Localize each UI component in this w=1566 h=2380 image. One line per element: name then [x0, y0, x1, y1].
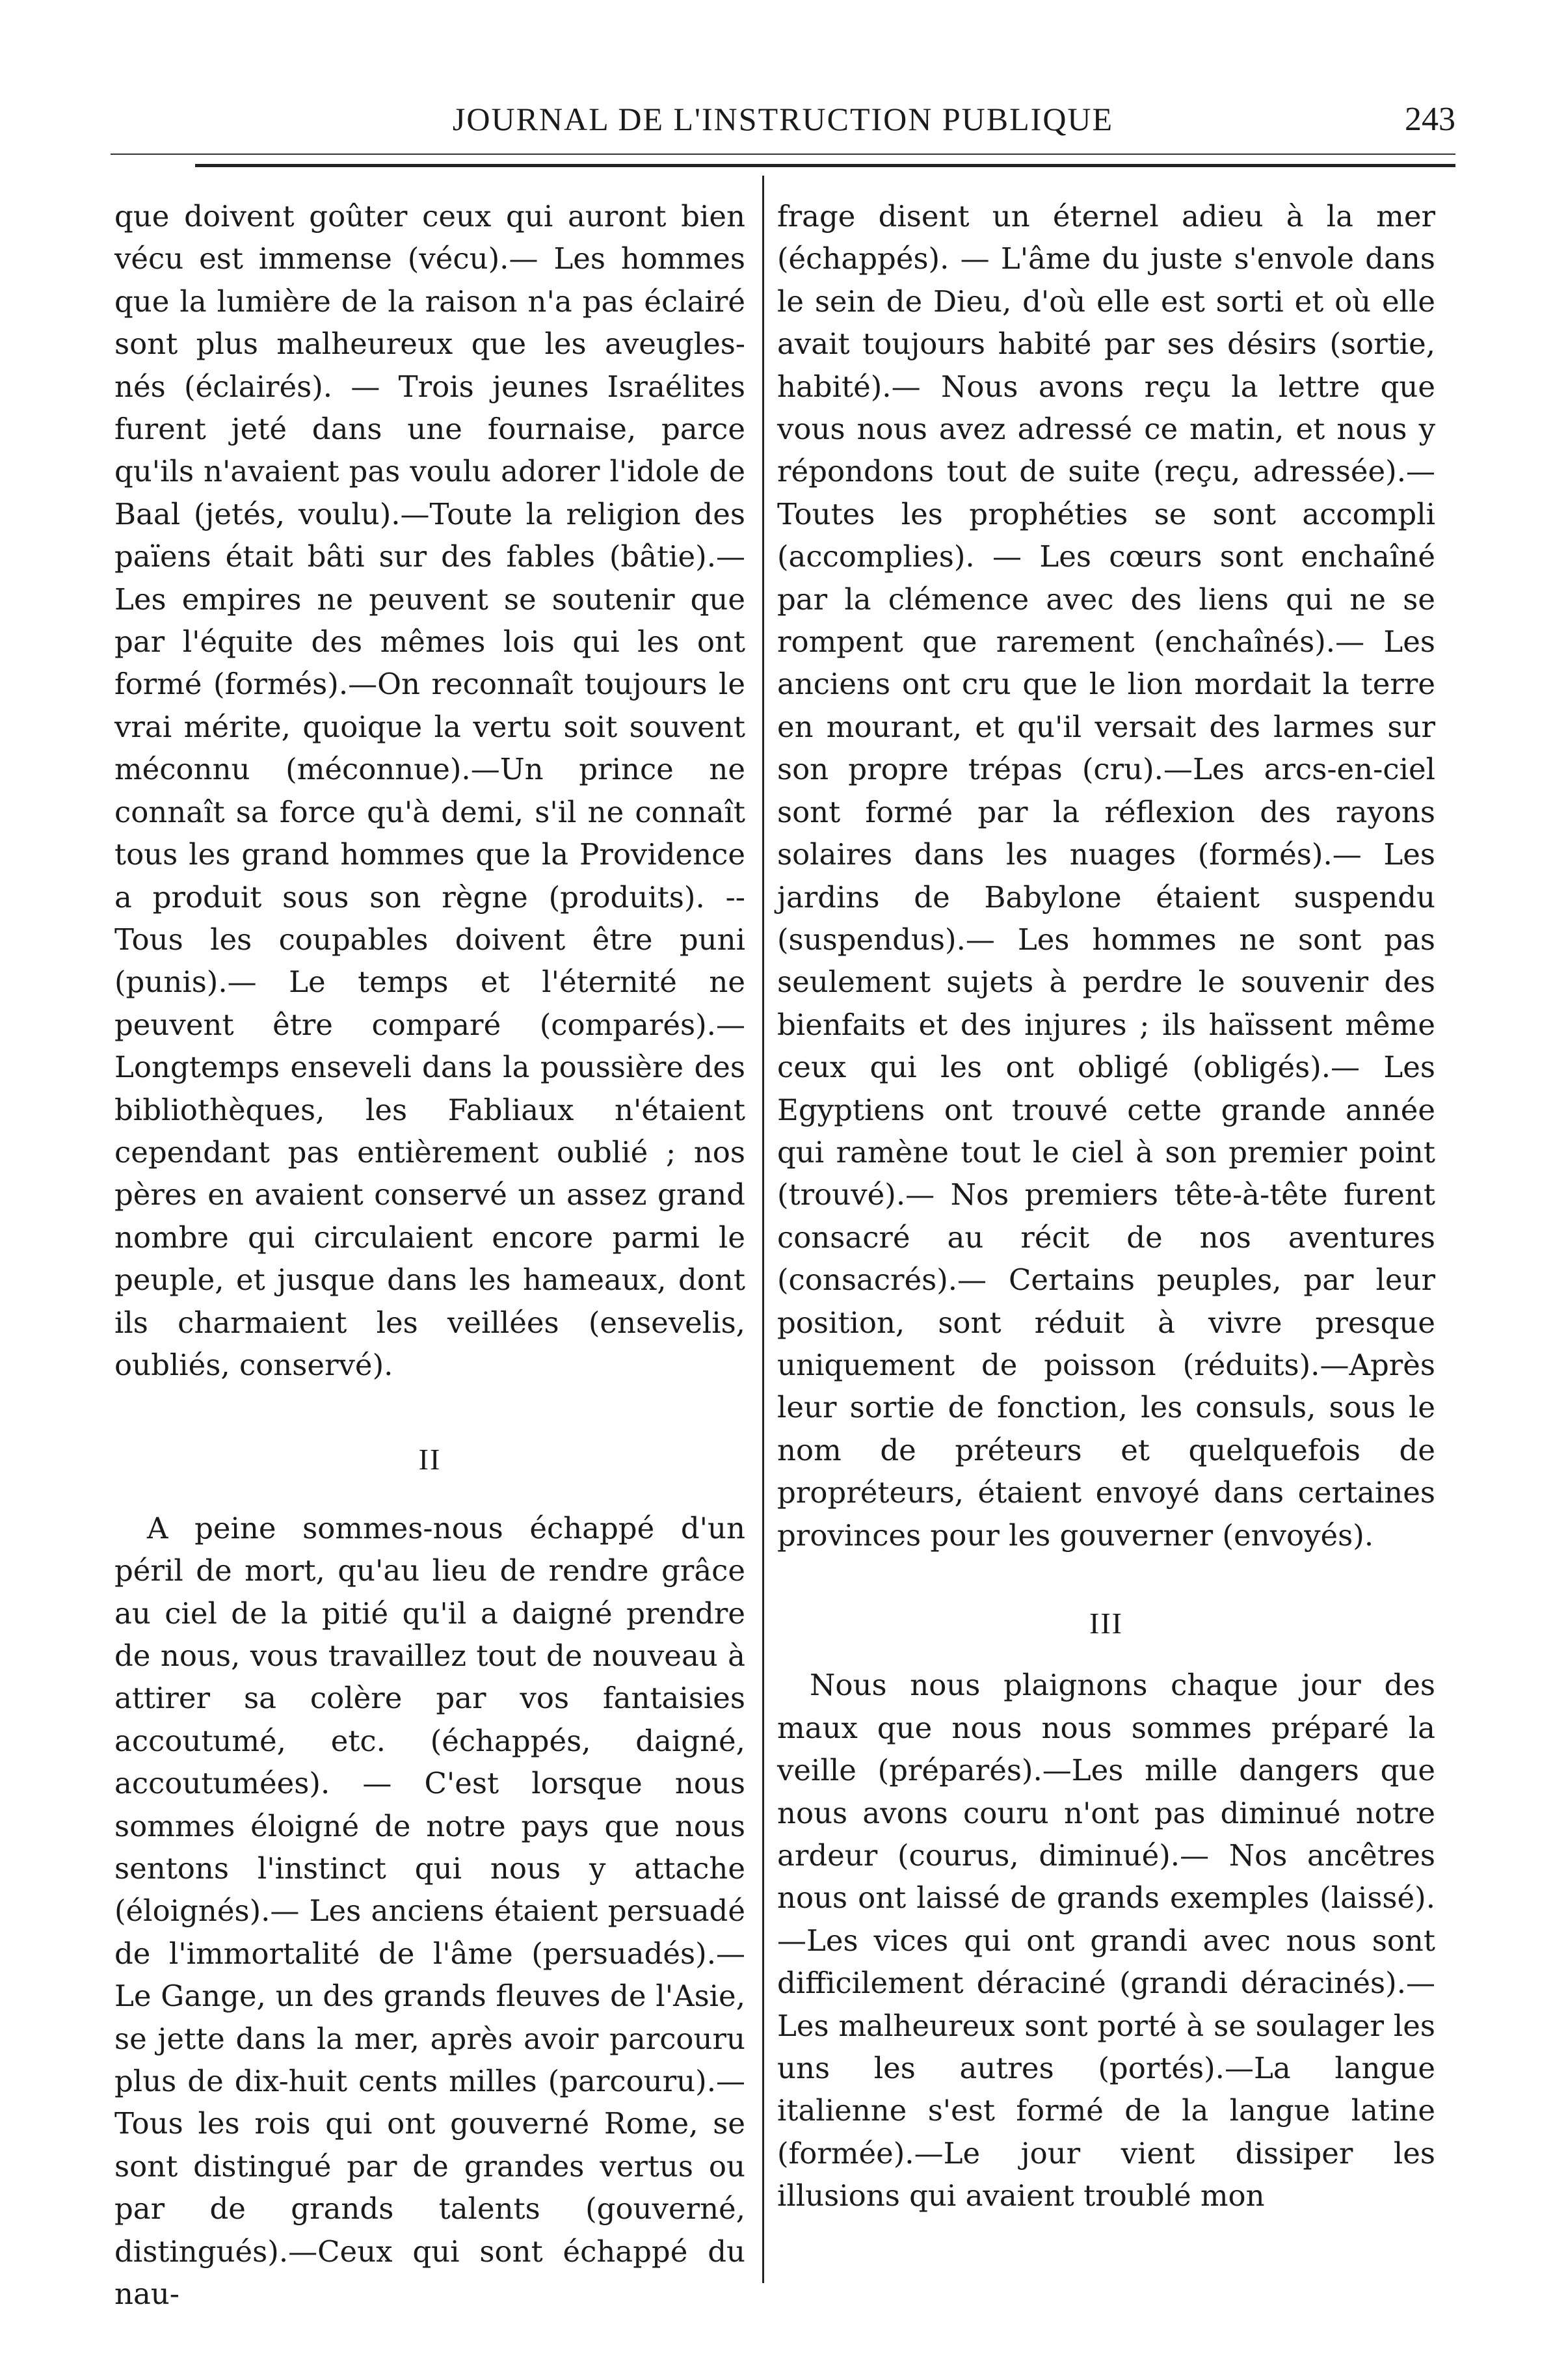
right-paragraph-1: frage disent un éternel adieu à la mer (échappés). — L'âme du juste s'envole dans le sein de Dieu, d'où elle est sorti et où elle avait toujours habité par ses désirs (sortie, habité).— Nous avons reçu la lettre que vous nous avez adressé ce matin, et nous y répondons tout de suite (reçu, adressée).—Toutes les prophéties se sont accompli (accomplies). — Les cœurs sont enchaîné par la clémence avec des liens qui ne se rompent que rarement (enchaînés).— Les anciens ont cru que le lion mordait la terre en mourant, et qu'il versait des larmes sur son propre trépas (cru).—Les arcs-en-ciel sont formé par la réflexion des rayons solaires dans les nuages (formés).— Les jardins de Babylone étaient suspendu (suspendus).— Les hommes ne sont pas seulement sujets à perdre le souvenir des bienfaits et des injures ; ils haïssent même ceux qui les ont obligé (obligés).— Les Egyptiens ont trouvé cette grande année qui ramène tout le ciel à son premier point (trouvé).— Nos premiers tête-à-tête furent consacré au récit de nos aventures (consacrés).— Certains peuples, par leur position, sont réduit à vivre presque uniquement de poisson (réduits).—Après leur sortie de fonction, les consuls, sous le nom de préteurs et quelquefois de propréteurs, étaient envoyé dans certaines provinces pour les gouverner (envoyés). — [777, 199, 1435, 1553]
page-number: 243 — [1405, 101, 1455, 138]
left-paragraph-1: que doivent goûter ceux qui auront bien vécu est immense (vécu).— Les hommes que la lumière de la raison n'a pas éclairé sont plus malheureux que les aveugles-nés (éclairés). — Trois jeunes Israélites furent jeté dans une fournaise, parce qu'ils n'avaient pas voulu adorer l'idole de Baal (jetés, voulu).—Toute la religion des païens était bâti sur des fables (bâtie).—Les empires ne peuvent se soutenir que par l'équite des mêmes lois qui les ont formé (formés).—On reconnaît toujours le vrai mérite, quoique la vertu soit souvent méconnu (méconnue).—Un prince ne connaît sa force qu'à demi, s'il ne connaît tous les grand hommes que la Providence a produit sous son règne (produits). -- Tous les coupables doivent être puni (punis).— Le temps et l'éternité ne peuvent être comparé (comparés).—Longtemps enseveli dans la poussière des bibliothèques, les Fabliaux n'étaient cependant pas entièrement oublié ; nos pères en avaient conservé un assez grand nombre qui circulaient encore parmi le peuple, et jusque dans les hameaux, dont ils charmaient les veillées (ensevelis, oubliés, conservé). — [114, 199, 745, 1382]
section-heading-ii: II — [418, 1443, 442, 1477]
section-heading-iii: III — [1089, 1607, 1123, 1640]
right-column — [777, 195, 1435, 2217]
column-divider — [762, 176, 764, 2283]
header-rule-thin — [111, 154, 1455, 155]
right-paragraph-2: Nous nous plaignons chaque jour des maux que nous nous sommes préparé la veille (préparés).—Les mille dangers que nous avons couru n'ont pas diminué notre ardeur (courus, diminué).— Nos ancêtres nous ont laissé de grands exemples (laissé).—Les vices qui ont grandi avec nous sont difficilement déraciné (grandi déracinés).—Les malheureux sont porté à se soulager les uns les autres (portés).—La langue italienne s'est formé de la langue latine (formée).—Le jour vient dissiper les illusions qui avaient troublé mon — [777, 1668, 1435, 2213]
left-paragraph-2: A peine sommes-nous échappé d'un péril de mort, qu'au lieu de rendre grâce au ciel de la pitié qu'il a daigné prendre de nous, vous travaillez tout de nouveau à attirer sa colère par vos fantaisies accoutumé, etc. (échappés, daigné, accoutumées). — C'est lorsque nous sommes éloigné de notre pays que nous sentons l'instinct qui nous y attache (éloignés).— Les anciens étaient persuadé de l'immortalité de l'âme (persuadés).— Le Gange, un des grands fleuves de l'Asie, se jette dans la mer, après avoir parcouru plus de dix-huit cents milles (parcouru).—Tous les rois qui ont gouverné Rome, se sont distingué par de grandes vertus ou par de grands talents (gouverné, distingués).—Ceux qui sont échappé du nau- — [114, 1510, 745, 2312]
header-rule-thick — [195, 164, 1455, 167]
running-title: JOURNAL DE L'INSTRUCTION PUBLIQUE — [452, 101, 1114, 137]
page-header — [111, 96, 1455, 148]
left-column — [114, 195, 745, 2316]
